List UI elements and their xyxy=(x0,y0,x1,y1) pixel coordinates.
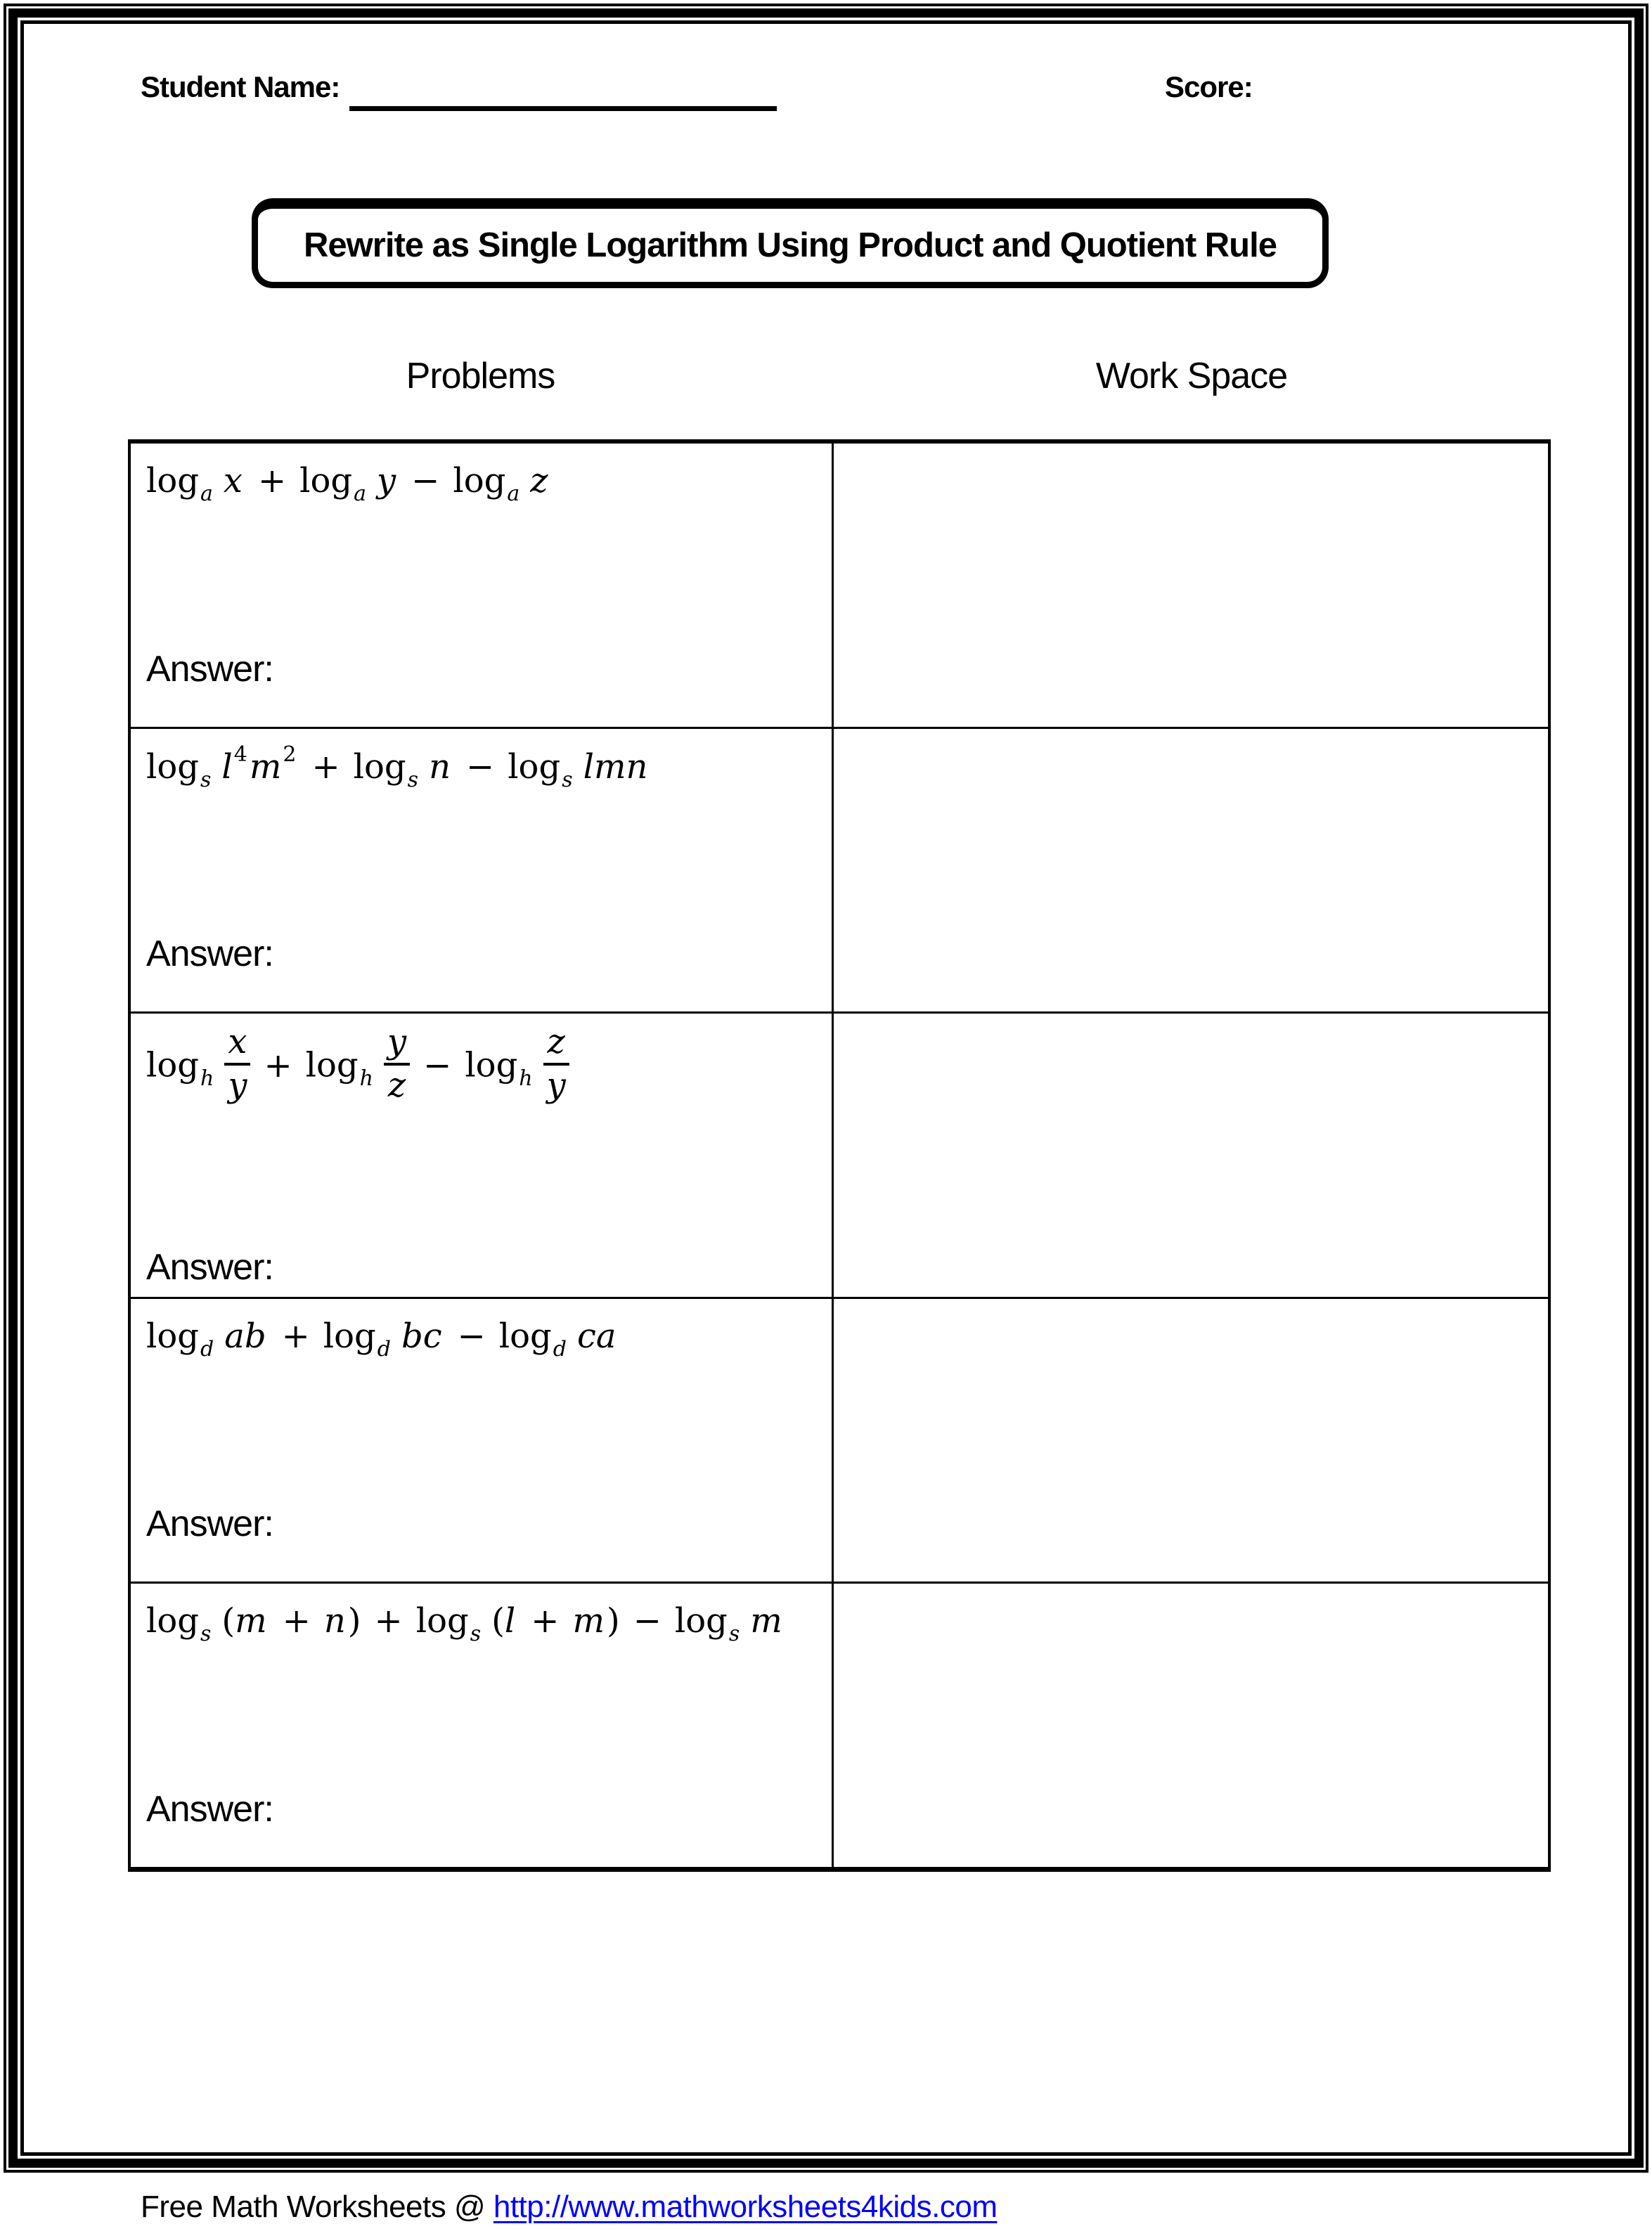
problem-expression-5: $\log_s (m + n) + \log_s (l + m) - \log_s m$ xyxy=(146,1601,782,1647)
problem-cell-1 xyxy=(131,444,834,729)
worksheet-title-box xyxy=(252,198,1329,288)
footer-link[interactable]: http://www.mathworksheets4kids.com xyxy=(493,2190,998,2224)
problem-expression-4: $\log_d$ ab + $\log_d$ bc − $\log_d$ ca xyxy=(146,1316,617,1362)
workspace-cell-4 xyxy=(834,1299,1548,1584)
workspace-cell-2 xyxy=(834,729,1548,1014)
answer-label-2: Answer: xyxy=(146,933,273,975)
score-label: Score: xyxy=(1165,70,1253,103)
answer-label-4: Answer: xyxy=(146,1504,273,1545)
workspace-cell-1 xyxy=(834,444,1548,729)
problem-cell-4 xyxy=(131,1299,834,1584)
problem-cell-2 xyxy=(131,729,834,1014)
worksheet-table xyxy=(128,439,1551,1872)
student-name-blank-line xyxy=(349,106,777,111)
answer-label-1: Answer: xyxy=(146,648,273,690)
problem-expression-1: $\log_a x + \log_a y - \log_a z$ xyxy=(146,461,548,506)
footer xyxy=(141,2190,997,2225)
student-name-label: Student Name: xyxy=(141,70,340,103)
workspace-cell-5 xyxy=(834,1584,1548,1869)
problem-cell-5 xyxy=(131,1584,834,1869)
problem-expression-2: $\log_s l^4m^2 + \log_s n - \log_s$ lmn xyxy=(146,742,648,792)
problem-cell-3 xyxy=(131,1014,834,1299)
column-header-workspace: Work Space xyxy=(1095,356,1288,396)
workspace-cell-3 xyxy=(834,1014,1548,1299)
answer-label-5: Answer: xyxy=(146,1789,273,1830)
answer-label-3: Answer: xyxy=(146,1246,273,1288)
column-header-problems: Problems xyxy=(406,356,555,396)
footer-text: Free Math Worksheets @ xyxy=(141,2190,493,2224)
problem-expression-3: $\log_h$ $\frac{x}{y}$ + $\log_h$ $\frac{y}{z}$ − $\log_h$ $\frac{z}{y}$ xyxy=(146,1029,825,1106)
worksheet-title: Rewrite as Single Logarithm Using Product and Quotient Rule xyxy=(304,226,1277,264)
